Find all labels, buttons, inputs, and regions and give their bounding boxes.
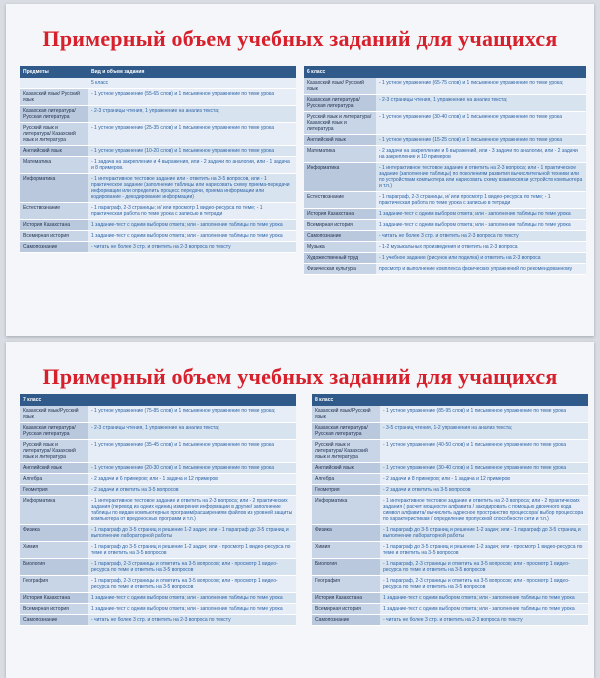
task-cell: - 2-3 страницы чтения, 1 упражнение на анализ текста;	[88, 423, 296, 440]
subject-cell: Математика	[20, 157, 88, 174]
table-row	[312, 615, 588, 626]
table-row	[20, 406, 296, 423]
subject-cell: Казахская литература/ Русская литература	[312, 423, 380, 440]
task-cell: - 1 параграф до 3-5 страниц и решение 1-2 задач; или - 1 параграф до 3-5 страниц и выполнение лабораторной работы	[380, 525, 588, 542]
table-row	[312, 542, 588, 559]
subject-cell: Русский язык и литература/ Казахский язык и литература	[304, 112, 376, 135]
task-cell: 1 задание-тест с одним выбором ответа; или - заполнение таблицы по теме урока	[88, 220, 296, 231]
task-cell: - 1 интерактивное тестовое задание и ответить на 2-3 вопроса; или - 2 практических задания (перевод из одних единиц измерения информации в другие/ заполнение таблицы по видам компьютерных программ/расширениям файлов из уровней защиты компьютера от вредоносных программ и т.п.)	[88, 496, 296, 525]
task-cell: 1 задание-тест с одним выбором ответа; или - заполнение таблицы по теме урока	[380, 593, 588, 604]
table-row	[20, 106, 296, 123]
subject-cell: География	[312, 576, 380, 593]
subject-cell: Музыка	[304, 242, 376, 253]
table-row	[312, 496, 588, 525]
table-row	[20, 463, 296, 474]
table-row	[20, 485, 296, 496]
subject-cell: Всемирная история	[20, 231, 88, 242]
task-cell: - 1 параграф до 3-5 страниц и решение 1-2 задач; или - просмотр 1 видео-ресурса по теме и ответить на 3-5 вопросов	[380, 542, 588, 559]
task-cell: - 1 устное упражнение (55-65 слов) и 1 письменное упражнение по теме урока	[88, 89, 296, 106]
table-row	[20, 123, 296, 146]
subject-cell: Информатика	[304, 163, 376, 192]
task-cell: - читать не более 3 стр. и ответить на 2-3 вопроса по тексту	[380, 615, 588, 626]
task-cell: - 1 интерактивное тестовое задание или - ответить на 3-5 вопросов, или - 1 практическое задание (заполнение таблицы или нарисовать схему приема-передачи информации или определить процесс передачи, приема информации или кодирование - декодирование информации)	[88, 174, 296, 203]
subject-cell: Физическая культура	[304, 264, 376, 275]
subject-cell: Алгебра	[312, 474, 380, 485]
subject-cell: Химия	[20, 542, 88, 559]
subject-cell: География	[20, 576, 88, 593]
subject-cell: Всемирная история	[304, 220, 376, 231]
table-row	[304, 231, 586, 242]
task-cell: 1 задание-тест с одним выбором ответа; или - заполнение таблицы по теме урока	[376, 209, 586, 220]
table-row	[20, 146, 296, 157]
subject-cell: Русский язык и литература/ Казахский язык и литература	[20, 440, 88, 463]
slide-2-title: Примерный объем учебных заданий для учащихся	[42, 364, 558, 389]
task-cell: - 2 задачи и 6 примеров; или - 1 задача и 12 примеров	[88, 474, 296, 485]
table-row	[20, 231, 296, 242]
table-row	[20, 576, 296, 593]
table-row	[20, 559, 296, 576]
task-cell: - 1 устное упражнение (65-75 слов) и 1 письменное упражнение по теме урока;	[376, 78, 586, 95]
task-cell: - 1 устное упражнение (35-45 слов) и 1 письменное упражнение по теме урока	[88, 440, 296, 463]
table-header-grade: 7 класс	[20, 394, 88, 406]
table-row	[312, 576, 588, 593]
table-row	[20, 174, 296, 203]
grade-7-table	[20, 394, 296, 626]
subject-cell: Информатика	[20, 174, 88, 203]
table-row	[304, 253, 586, 264]
table-row	[312, 485, 588, 496]
subject-cell: Самопознание	[312, 615, 380, 626]
subject-cell: Художественный труд	[304, 253, 376, 264]
table-header-blank	[88, 394, 296, 406]
task-cell: 1 задание-тест с одним выбором ответа; или - заполнение таблицы по теме урока	[376, 220, 586, 231]
task-cell: - 1 параграф, 2-3 страницы и ответить на 3-5 вопросов; или - просмотр 1 видео-ресурса по теме и ответить на 3-5 вопросов	[380, 559, 588, 576]
grade-8-rows	[312, 406, 588, 626]
table-row	[312, 406, 588, 423]
task-cell: - 1 параграф, 2-3 страницы и ответить на 3-5 вопросов; или - просмотр 1 видео-ресурса по теме и ответить на 3-5 вопросов	[88, 559, 296, 576]
table-row	[20, 203, 296, 220]
subject-cell: Казахский язык/ Русский язык	[304, 78, 376, 95]
task-cell: - 1 устное упражнение (25-35 слов) и 1 письменное упражнение по теме урока	[88, 123, 296, 146]
subject-cell: Английский язык	[304, 135, 376, 146]
subject-cell: Физика	[20, 525, 88, 542]
task-cell: - читать не более 3 стр. и ответить на 2-3 вопроса по тексту	[88, 615, 296, 626]
table-row	[304, 264, 586, 275]
task-cell: - 2-3 страницы чтения, 1 упражнение на анализ текста;	[376, 95, 586, 112]
table-row	[20, 89, 296, 106]
table-row	[312, 604, 588, 615]
subject-cell: Казахский язык/Русский язык	[20, 406, 88, 423]
table-row	[312, 593, 588, 604]
table-row	[20, 525, 296, 542]
slide-1	[6, 4, 594, 336]
task-cell: - 2 задачи и 8 примеров; или - 1 задача и 12 примеров	[380, 474, 588, 485]
task-cell: - 1 интерактивное тестовое задание и ответить на 2-3 вопроса; или - 2 практических задания ( расчет мощности алфавита / закодировать с помощью двоичного кода символ алфавита/ вычислить адресное пространство процессора/ выбор процессора по характеристикам / определение пропускной способности сети и т.п.)	[380, 496, 588, 525]
task-cell: - 1 устное упражнение (30-40 слов) и 1 письменное упражнение по теме урока	[376, 112, 586, 135]
table-row	[20, 604, 296, 615]
subject-cell: История Казахстана	[312, 593, 380, 604]
table-row	[20, 220, 296, 231]
subject-cell: Всемирная история	[20, 604, 88, 615]
table-row	[20, 242, 296, 253]
subject-cell: Алгебра	[20, 474, 88, 485]
grade-6-table	[304, 66, 586, 275]
task-cell: - 1 параграф, 2-3 страницы; и/ или просмотр 1 видео-ресурса по теме; - 1 практическая работа по теме урока с записью в тетради	[88, 203, 296, 220]
table-row	[20, 157, 296, 174]
subject-cell: Казахский язык/ Русский язык	[20, 89, 88, 106]
subject-cell: Физика	[312, 525, 380, 542]
table-header-blank	[376, 66, 586, 78]
task-cell: - читать не более 3 стр. и ответить на 2-3 вопроса по тексту	[88, 242, 296, 253]
table-row	[304, 135, 586, 146]
table-row	[304, 209, 586, 220]
subject-cell: История Казахстана	[304, 209, 376, 220]
task-cell: - 1 устное упражнение (15-25 слов) и 1 письменное упражнение по теме урока	[376, 135, 586, 146]
table-row	[20, 615, 296, 626]
subject-cell: Русский язык и литература/ Казахский язык и литература	[312, 440, 380, 463]
task-cell: - 2-3 страницы чтения, 1 упражнение на анализ текста;	[88, 106, 296, 123]
grade-subheader-row	[20, 78, 296, 89]
subject-cell: Казахский язык/Русский язык	[312, 406, 380, 423]
subject-cell: Казахская литература/Русская литература	[20, 106, 88, 123]
table-row	[304, 112, 586, 135]
subject-cell: Самопознание	[304, 231, 376, 242]
subject-cell: Казахская литература/ Русская литература	[20, 423, 88, 440]
table-row	[312, 440, 588, 463]
table-row	[304, 78, 586, 95]
grade-6-rows	[304, 78, 586, 275]
task-cell: - 1 задача на закрепление и 4 выражения, или - 2 задачи по аналогии, или - 1 задача и 8 примеров.	[88, 157, 296, 174]
table-row	[312, 559, 588, 576]
subject-cell: Геометрия	[20, 485, 88, 496]
table-row	[312, 423, 588, 440]
task-cell: 1 задание-тест с одним выбором ответа; или - заполнение таблицы по теме урока	[88, 231, 296, 242]
task-cell: - 2 задачи на закрепление и 6 выражений, или - 3 задачи по аналогии, или - 2 задачи на закрепление и 10 примеров	[376, 146, 586, 163]
task-cell: - 1 устное упражнение (85-95 слов) и 1 письменное упражнение по теме урока	[380, 406, 588, 423]
subject-cell: Английский язык	[312, 463, 380, 474]
subject-cell: Естествознание	[304, 192, 376, 209]
table-row	[304, 220, 586, 231]
task-cell: - 2 задачи и ответить на 3-5 вопросов	[88, 485, 296, 496]
table-row	[304, 95, 586, 112]
table-row	[20, 542, 296, 559]
table-header-blank	[380, 394, 588, 406]
table-header-grade: 6 класс	[304, 66, 376, 78]
task-cell: 1 задание-тест с одним выбором ответа; или - заполнение таблицы по теме урока	[88, 604, 296, 615]
subheader-empty-cell	[20, 78, 88, 89]
table-row	[304, 242, 586, 253]
table-row	[20, 440, 296, 463]
task-cell: - читать не более 3 стр. и ответить на 2-3 вопроса по тексту	[376, 231, 586, 242]
grade-5-table	[20, 66, 296, 253]
table-header-subjects: Предметы	[20, 66, 88, 78]
table-row	[304, 146, 586, 163]
subject-cell: Всемирная история	[312, 604, 380, 615]
table-row	[312, 474, 588, 485]
subject-cell: Английский язык	[20, 146, 88, 157]
slide-2	[6, 342, 594, 678]
task-cell: - 3-5 страниц чтения, 1-2 упражнения на анализ текста;	[380, 423, 588, 440]
table-row	[312, 525, 588, 542]
subject-cell: Информатика	[312, 496, 380, 525]
subject-cell: Химия	[312, 542, 380, 559]
task-cell: - 1 учебное задание (рисунок или поделка) и ответить на 2-3 вопроса	[376, 253, 586, 264]
task-cell: - 1 устное упражнение (10-20 слов) и 1 письменное упражнение по теме урока	[88, 146, 296, 157]
subject-cell: Естествознание	[20, 203, 88, 220]
task-cell: - 1-2 музыкальных произведения и ответить на 2-3 вопроса	[376, 242, 586, 253]
grade-5-rows	[20, 78, 296, 253]
task-cell: - 2 задачи и ответить на 3-5 вопросов	[380, 485, 588, 496]
task-cell: - 1 устное упражнение (40-50 слов) и 1 письменное упражнение по теме урока	[380, 440, 588, 463]
table-row	[304, 192, 586, 209]
table-row	[20, 423, 296, 440]
subject-cell: Математика	[304, 146, 376, 163]
task-cell: - 1 параграф, 2-3 страницы, и/ или просмотр 1 видео-ресурса по теме; - 1 практическая работа по теме урока с записью в тетради	[376, 192, 586, 209]
task-cell: - 1 устное упражнение (30-40 слов) и 1 письменное упражнение по теме урока	[380, 463, 588, 474]
subject-cell: Самопознание	[20, 242, 88, 253]
grade-subheader: 5 класс	[88, 78, 296, 89]
task-cell: - 1 интерактивное тестовое задание и ответить на 2-3 вопроса; или - 1 практическое задание (заполнение таблицы) по поколениям развития вычислительной техники или по устройствам компьютера или нарисовать схему взаимосвязи устройств компьютера и т.п.)	[376, 163, 586, 192]
subject-cell: Русский язык и литература/ Казахский язык и литература	[20, 123, 88, 146]
task-cell: просмотр и выполнение комплекса физических упражнений по рекомендованному	[376, 264, 586, 275]
task-cell: - 1 параграф до 3-5 страниц и решение 1-2 задач; или - 1 параграф до 3-5 страниц и выполнение лабораторной работы	[88, 525, 296, 542]
table-header-grade: 8 класс	[312, 394, 380, 406]
task-cell: 1 задание-тест с одним выбором ответа; или - заполнение таблицы по теме урока	[380, 604, 588, 615]
subject-cell: История Казахстана	[20, 220, 88, 231]
table-row	[20, 593, 296, 604]
task-cell: - 1 параграф, 2-3 страницы и ответить на 3-5 вопросов; или - просмотр 1 видео-ресурса по теме и ответить на 3-5 вопросов	[380, 576, 588, 593]
grade-7-rows	[20, 406, 296, 626]
task-cell: - 1 параграф, 2-3 страницы и ответить на 3-5 вопросов; или - просмотр 1 видео-ресурса по теме и ответить на 3-5 вопросов	[88, 576, 296, 593]
subject-cell: Самопознание	[20, 615, 88, 626]
table-row	[312, 463, 588, 474]
table-header-tasks: Вид и объем задания	[88, 66, 296, 78]
task-cell: - 1 устное упражнение (75-85 слов) и 1 письменное упражнение по теме урока;	[88, 406, 296, 423]
task-cell: - 1 устное упражнение (20-30 слов) и 1 письменное упражнение по теме урока	[88, 463, 296, 474]
subject-cell: Казахская литература/ Русская литература	[304, 95, 376, 112]
slide-1-title: Примерный объем учебных заданий для учащихся	[42, 26, 558, 51]
task-cell: 1 задание-тест с одним выбором ответа; или - заполнение таблицы по теме урока	[88, 593, 296, 604]
subject-cell: История Казахстана	[20, 593, 88, 604]
subject-cell: Геометрия	[312, 485, 380, 496]
table-row	[20, 496, 296, 525]
grade-8-table	[312, 394, 588, 626]
table-row	[304, 163, 586, 192]
subject-cell: Английский язык	[20, 463, 88, 474]
subject-cell: Биология	[312, 559, 380, 576]
subject-cell: Информатика	[20, 496, 88, 525]
table-row	[20, 474, 296, 485]
task-cell: - 1 параграф до 3-5 страниц и решение 1-2 задач; или - просмотр 1 видео-ресурса по теме и ответить на 3-5 вопросов	[88, 542, 296, 559]
subject-cell: Биология	[20, 559, 88, 576]
